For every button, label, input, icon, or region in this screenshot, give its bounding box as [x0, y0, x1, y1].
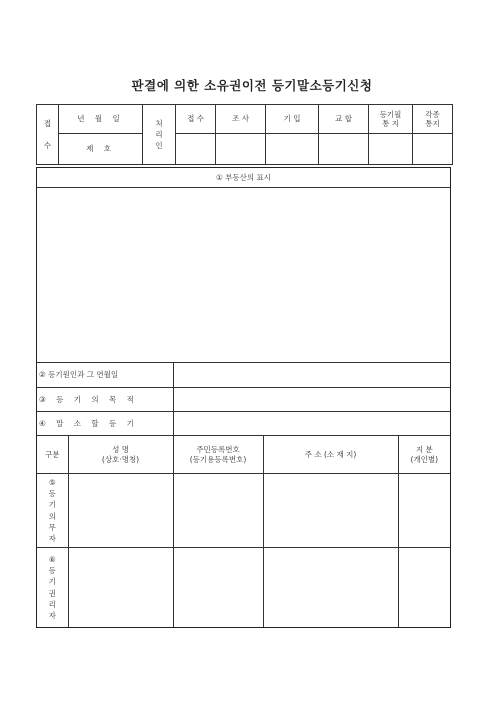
division-header: 구분 [37, 436, 68, 474]
obligor-share-field[interactable] [398, 474, 450, 548]
cell-reception[interactable] [176, 134, 216, 165]
right-holder-name-field[interactable] [68, 548, 173, 627]
share-header: 지 분 (개인별) [398, 436, 450, 474]
obligor-address-field[interactable] [263, 474, 398, 548]
column-investigation: 조 사 [216, 105, 266, 134]
cell-various-notices[interactable] [413, 134, 453, 165]
property-description-area[interactable] [37, 187, 450, 362]
page-title: 판결에 의한 소유권이전 등기말소등기신청 [131, 78, 373, 93]
processing-label: 처 리 인 [143, 105, 176, 165]
cell-verification[interactable] [319, 134, 369, 165]
main-form-table [37, 168, 450, 627]
column-verification: 교 합 [319, 105, 369, 134]
cancel-registration-field[interactable] [173, 412, 450, 436]
right-holder-share-field[interactable] [398, 548, 450, 627]
name-header: 성 명 (상호·명칭) [68, 436, 173, 474]
reception-number-label: 제 호 [59, 134, 143, 165]
cancel-registration-label: ④ 말 소 할 등 기 [37, 412, 173, 436]
obligor-label: ⑤ 등 기 의 무 자 [37, 474, 68, 548]
column-reception: 접 수 [176, 105, 216, 134]
cell-investigation[interactable] [216, 134, 266, 165]
right-holder-address-field[interactable] [263, 548, 398, 627]
obligor-id-field[interactable] [173, 474, 263, 548]
reception-table [36, 104, 453, 165]
address-header: 주 소 (소 재 지) [263, 436, 398, 474]
right-holder-label: ⑥ 등 기 권 리 자 [37, 548, 68, 627]
cause-date-field[interactable] [173, 362, 450, 387]
column-completion-notice: 등기필 통 지 [369, 105, 413, 134]
purpose-field[interactable] [173, 387, 450, 411]
cell-entry[interactable] [266, 134, 319, 165]
obligor-name-field[interactable] [68, 474, 173, 548]
column-entry: 기 입 [266, 105, 319, 134]
property-section-header: ① 부동산의 표시 [37, 168, 450, 187]
id-number-header: 주민등록번호 (등기용등록번호) [173, 436, 263, 474]
purpose-label: ③ 등 기 의 목 적 [37, 387, 173, 411]
column-various-notices: 각종 통지 [413, 105, 453, 134]
cell-completion-notice[interactable] [369, 134, 413, 165]
reception-label-jeop: 접 [43, 118, 52, 128]
main-form [36, 167, 451, 628]
reception-date-label: 년 월 일 [59, 105, 143, 134]
reception-label-su: 수 [43, 141, 52, 151]
reception-label [37, 105, 59, 165]
right-holder-id-field[interactable] [173, 548, 263, 627]
cause-date-label: ② 등기원인과 그 연월일 [37, 362, 173, 387]
